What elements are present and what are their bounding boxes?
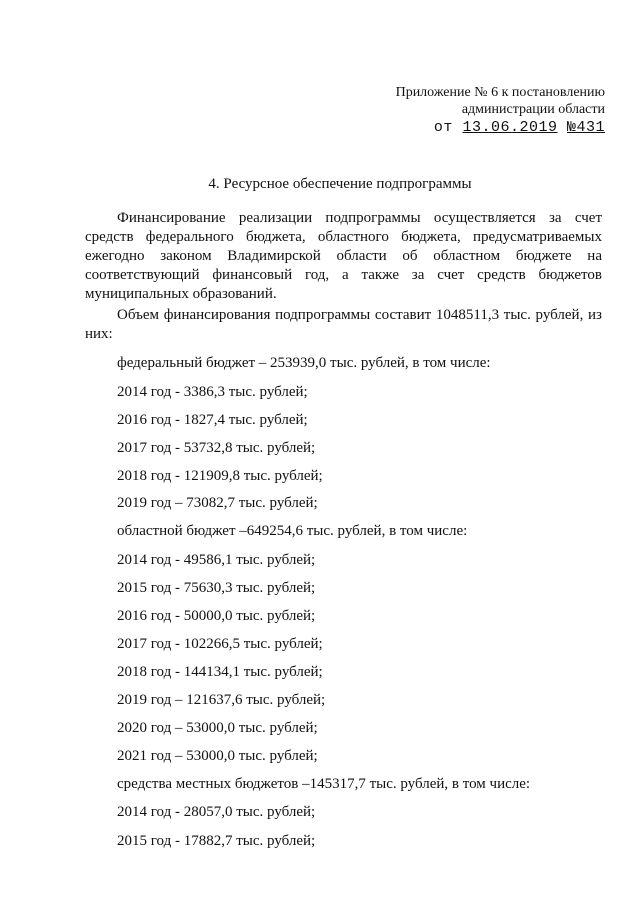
list-item: 2021 год – 53000,0 тыс. рублей; [117, 748, 318, 764]
list-item: 2014 год - 49586,1 тыс. рублей; [117, 552, 316, 568]
list-item: 2017 год - 102266,5 тыс. рублей; [117, 636, 323, 652]
resolution-number: №431 [566, 119, 605, 136]
list-item: 2014 год - 3386,3 тыс. рублей; [117, 384, 308, 400]
section-title: 4. Ресурсное обеспечение подпрограммы [208, 176, 472, 192]
local-budget-total: средства местных бюджетов –145317,7 тыс. рублей, в том числе: [117, 776, 531, 792]
resolution-date: 13.06.2019 [462, 119, 558, 136]
appendix-line: Приложение № 6 к постановлению [395, 85, 605, 100]
date-prefix: от [433, 119, 453, 136]
appendix-header [396, 84, 605, 136]
list-item: 2015 год - 75630,3 тыс. рублей; [117, 580, 316, 596]
list-item: 2018 год - 121909,8 тыс. рублей; [117, 468, 323, 484]
administration-line: администрации области [461, 102, 605, 117]
list-item: 2016 год - 1827,4 тыс. рублей; [117, 412, 308, 428]
date-number-line [396, 119, 605, 136]
list-item: 2016 год - 50000,0 тыс. рублей; [117, 608, 316, 624]
volume-paragraph [85, 306, 602, 344]
list-item: 2015 год - 17882,7 тыс. рублей; [117, 833, 316, 849]
list-item: 2020 год – 53000,0 тыс. рублей; [117, 720, 318, 736]
volume-paragraph-text: Объем финансирования подпрограммы составит 1048511,3 тыс. рублей, из них: [85, 307, 602, 342]
regional-budget-total: областной бюджет –649254,6 тыс. рублей, в том числе: [117, 523, 468, 539]
federal-budget-total: федеральный бюджет – 253939,0 тыс. рублей, в том числе: [117, 355, 491, 371]
list-item: 2019 год – 73082,7 тыс. рублей; [117, 495, 318, 511]
financing-paragraph [85, 209, 602, 304]
financing-paragraph-text: Финансирование реализации подпрограммы осуществляется за счет средств федерального бюджета, областного бюджета, предусматриваемых ежегодно законом Владимирской области об областном бюджете на соответствующий финансовый год, а также за счет средств бюджетов муниципальных образований. [85, 210, 602, 302]
list-item: 2017 год - 53732,8 тыс. рублей; [117, 440, 316, 456]
list-item: 2019 год – 121637,6 тыс. рублей; [117, 692, 326, 708]
list-item: 2014 год - 28057,0 тыс. рублей; [117, 804, 316, 820]
list-item: 2018 год - 144134,1 тыс. рублей; [117, 664, 323, 680]
